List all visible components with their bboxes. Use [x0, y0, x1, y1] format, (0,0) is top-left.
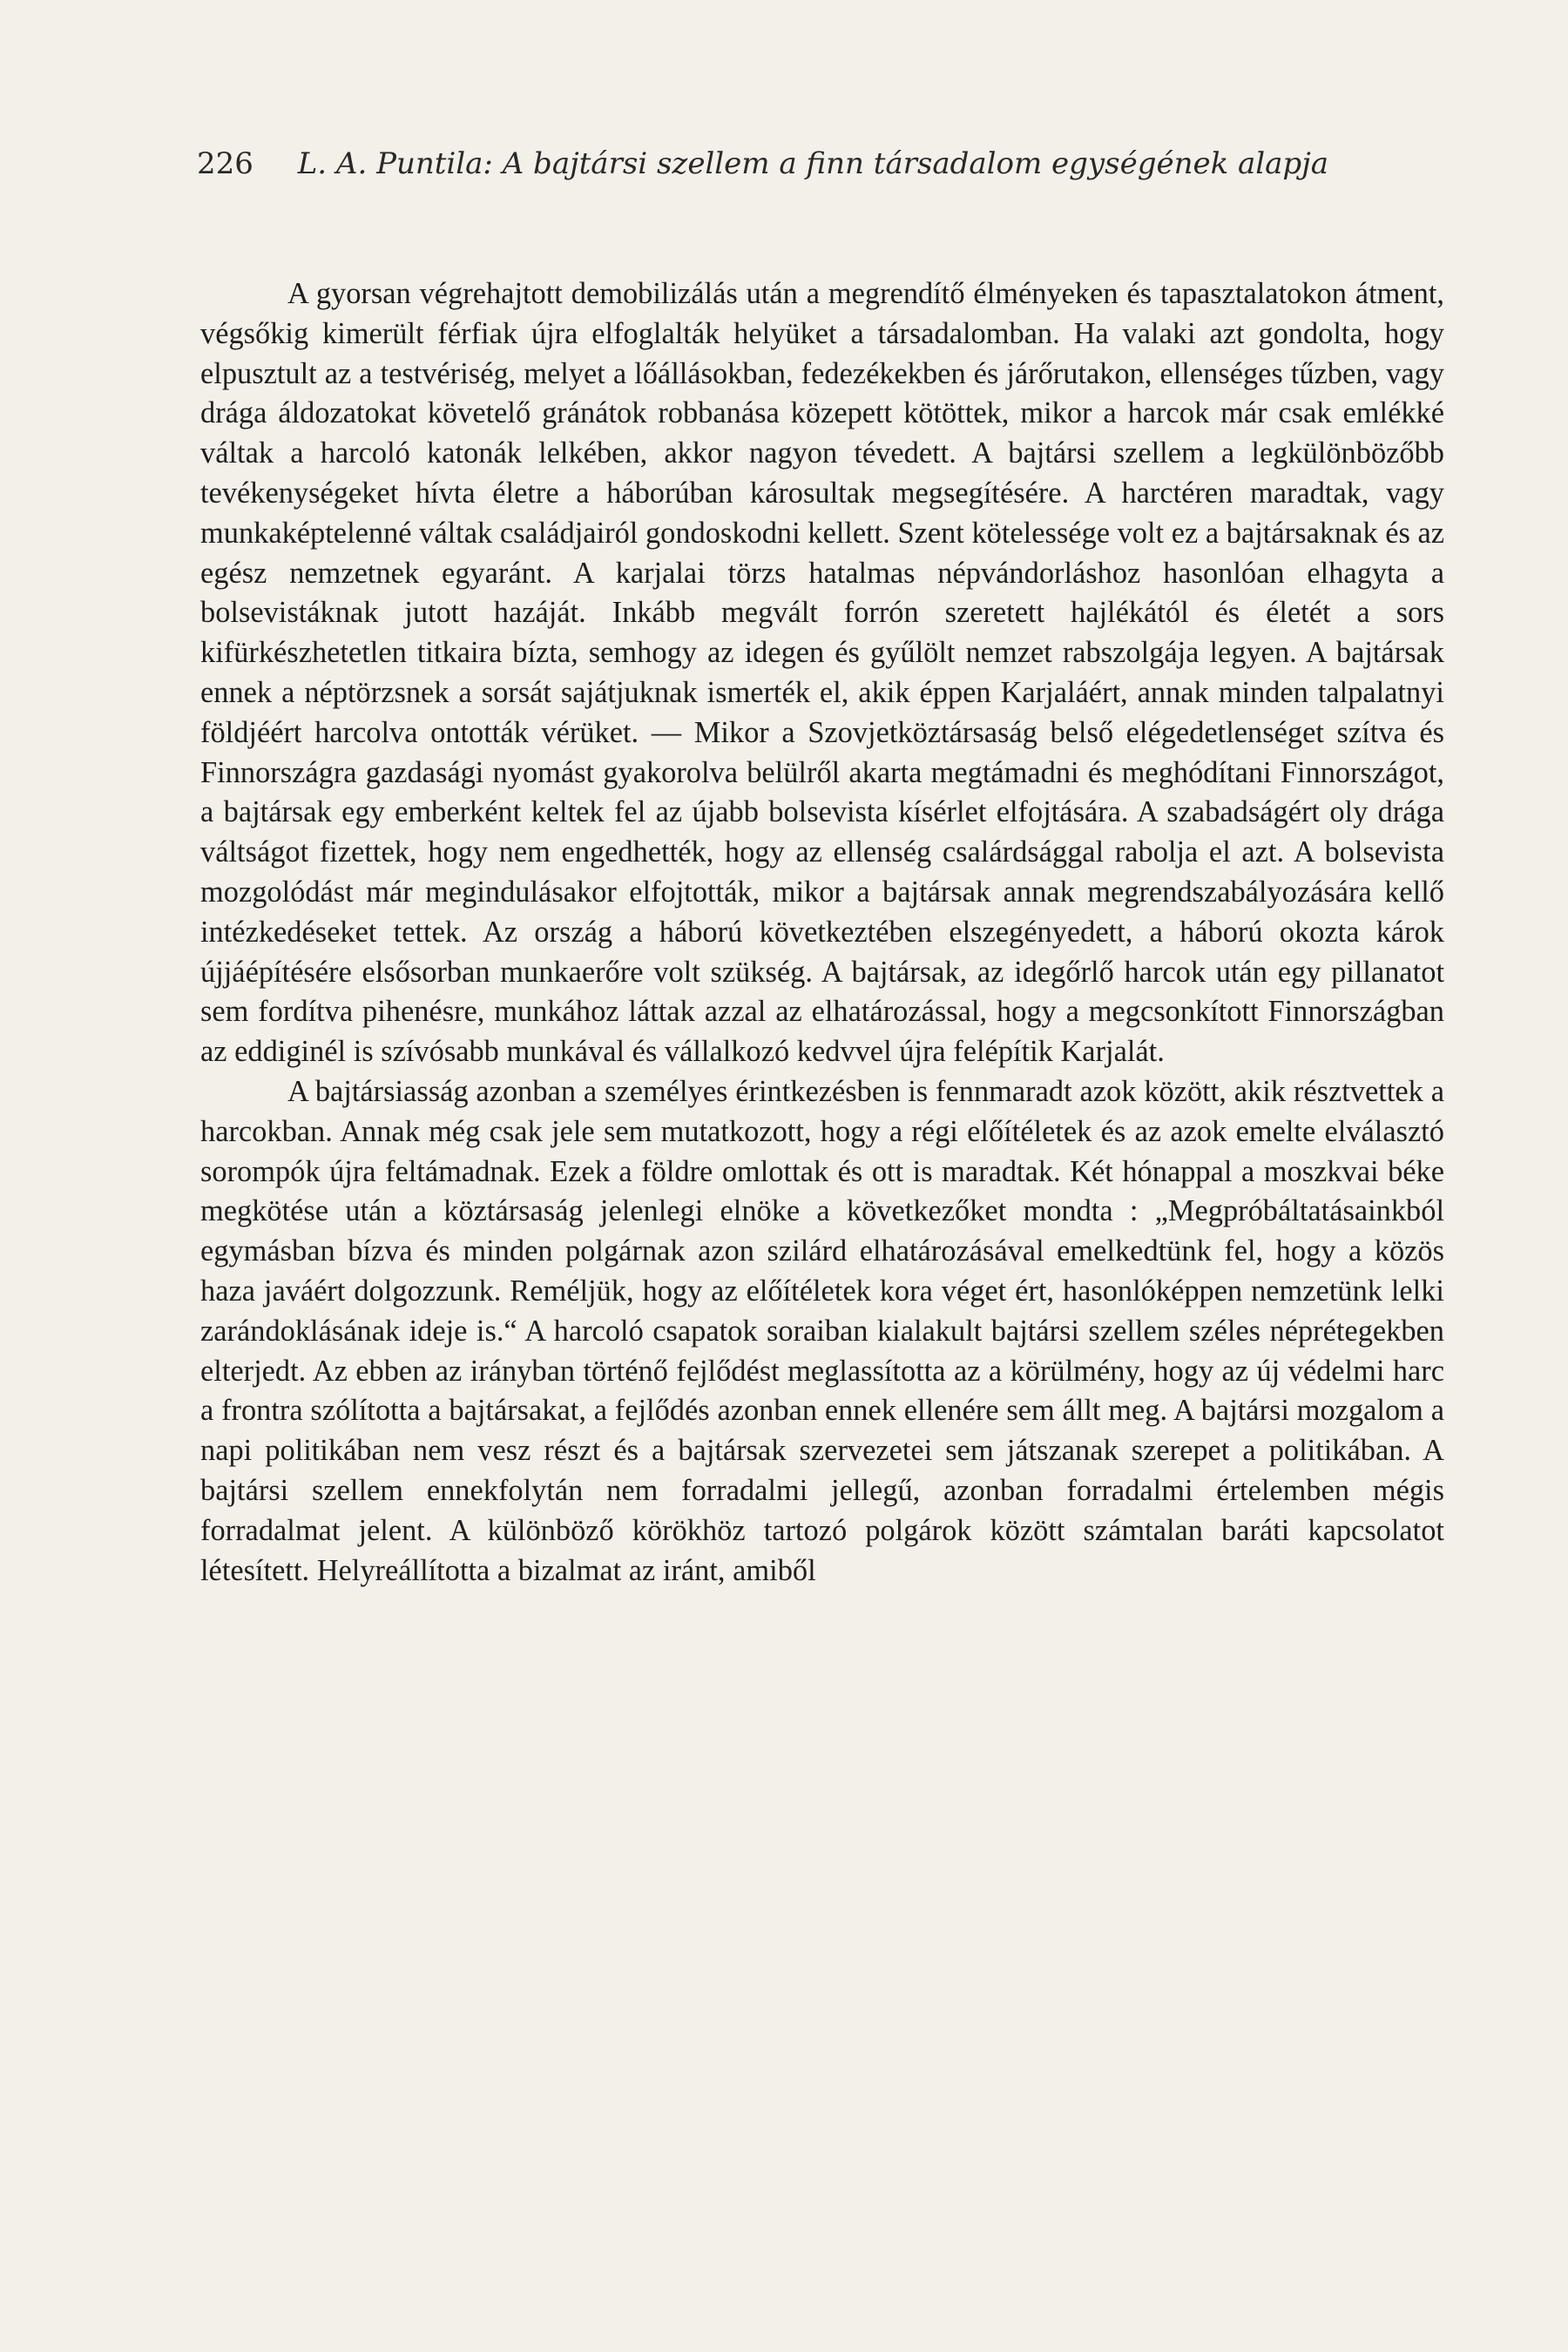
paragraph: A bajtársiasság azonban a személyes érintkezésben is fennmaradt azok között, akik résztvettek a harcokban. Annak még csak jele sem mutatkozott, hogy a régi előítéletek és az azok emelte elválasztó sorompók újra feltámadnak. Ezek a földre omlottak és ott is maradtak. Két hónappal a moszkvai béke megkötése után a köztársaság jelenlegi elnöke a következőket mondta : „Megpróbáltatásainkból egymásban bízva és minden polgárnak azon szilárd elhatározásával emelkedtünk fel, hogy a közös haza javáért dolgozzunk. Reméljük, hogy az előítéletek kora véget ért, hasonlóképpen nemzetünk lelki zarándoklásának ideje is.“ A harcoló csapatok soraiban kialakult bajtársi szellem széles néprétegekben elterjedt. Az ebben az irányban történő fejlődést meglassította az a körülmény, hogy az új védelmi harc a frontra szólította a bajtársakat, a fejlődés azonban ennek ellenére sem állt meg. A bajtársi mozgalom a napi politikában nem vesz részt és a bajtársak szervezetei sem játszanak szerepet a politikában. A bajtársi szellem ennekfolytán nem forradalmi jellegű, azonban forradalmi értelemben mégis forradalmat jelent. A különböző körökhöz tartozó polgárok között számtalan baráti kapcsolatot létesített. Helyreállította a bizalmat az iránt, amiből [200, 1074, 1444, 1587]
page-number: 226 [197, 146, 253, 181]
running-head [197, 146, 1382, 181]
running-title: L. A. Puntila: A bajtársi szellem a finn társadalom egységének alapja [297, 146, 1329, 181]
paragraph: A gyorsan végrehajtott demobilizálás után a megrendítő élményeken és tapasztalatokon átment, végsőkig kimerült férfiak újra elfoglalták helyüket a társadalomban. Ha valaki azt gondolta, hogy elpusztult az a testvériség, melyet a lőállásokban, fedezékekben és járőrutakon, ellenséges tűzben, vagy drága áldozatokat követelő gránátok robbanása közepett kötöttek, mikor a harcok már csak emlékké váltak a harcoló katonák lelkében, akkor nagyon tévedett. A bajtársi szellem a legkülönbözőbb tevékenységeket hívta életre a háborúban károsultak megsegítésére. A harctéren maradtak, vagy munkaképtelenné váltak családjairól gondoskodni kellett. Szent kötelessége volt ez a bajtársaknak és az egész nemzetnek egyaránt. A karjalai törzs hatalmas népvándorláshoz hasonlóan elhagyta a bolsevistáknak jutott hazáját. Inkább megvált forrón szeretett hajlékától és életét a sors kifürkészhetetlen titkaira bízta, semhogy az idegen és gyűlölt nemzet rabszolgája legyen. A bajtársak ennek a néptörzsnek a sorsát sajátjuknak ismerték el, akik éppen Karjaláért, annak minden talpalatnyi földjéért harcolva ontották vérüket. — Mikor a Szovjetköztársaság belső elégedetlenséget szítva és Finnországra gazdasági nyomást gyakorolva belülről akarta megtámadni és meghódítani Finnországot, a bajtársak egy emberként keltek fel az újabb bolsevista kísérlet elfojtására. A szabadságért oly drága váltságot fizettek, hogy nem engedhették, hogy az ellenség csalárdsággal rabolja el azt. A bolsevista mozgolódást már megindulásakor elfojtották, mikor a bajtársak annak megrendszabályozására kellő intézkedéseket tettek. Az ország a háború következtében elszegényedett, a háború okozta károk újjáépítésére elsősorban munkaerőre volt szükség. A bajtársak, az idegőrlő harcok után egy pillanatot sem fordítva pihenésre, munkához láttak azzal az elhatározással, hogy a megcsonkított Finnországban az eddiginél is szívósabb munkával és vállalkozó kedvvel újra felépítik Karjalát. [200, 277, 1444, 1069]
body-text [200, 274, 1444, 1591]
